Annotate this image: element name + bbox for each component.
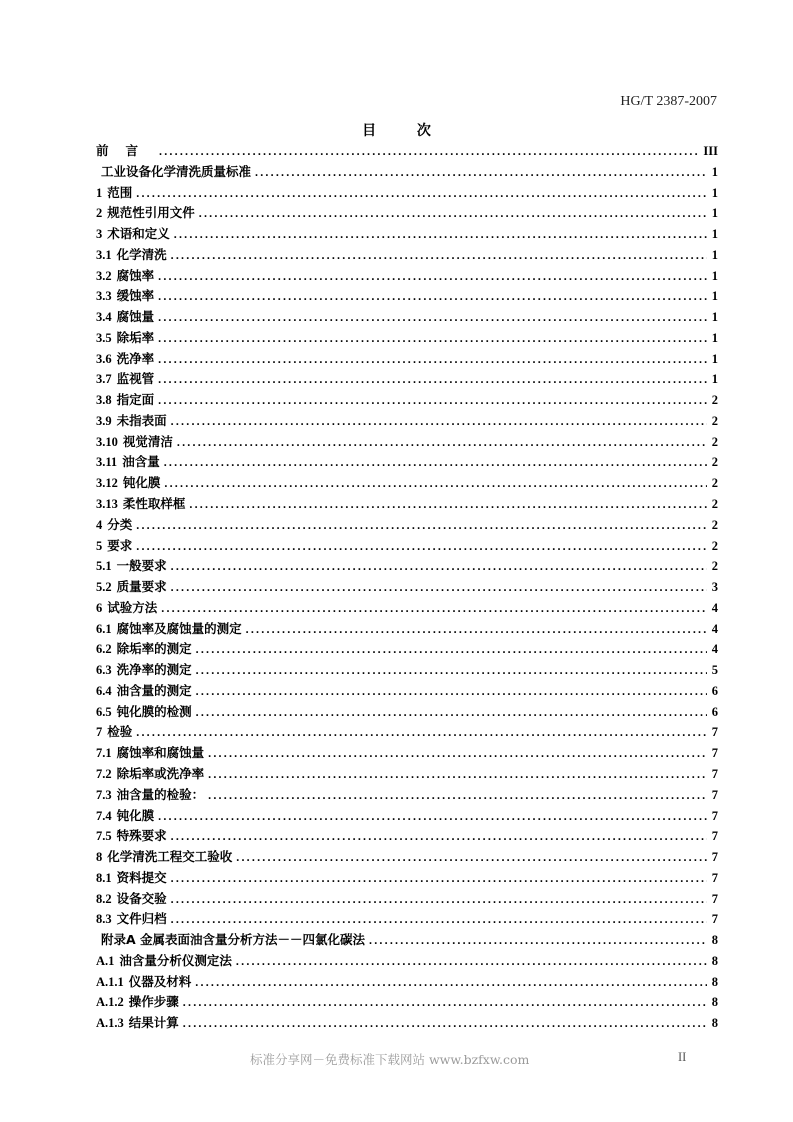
- toc-entry-label: 要求: [107, 537, 133, 553]
- toc-entry-number: 8: [96, 850, 103, 865]
- toc-entry[interactable]: [96, 411, 718, 432]
- toc-entry-page: 1: [711, 289, 718, 304]
- toc-entry-label: 分类: [107, 516, 133, 532]
- toc-dot-leader: [196, 639, 707, 659]
- toc-dot-leader: [136, 515, 707, 535]
- toc-entry[interactable]: [96, 390, 718, 411]
- toc-entry-label: 除垢率的测定: [116, 641, 192, 657]
- toc-entry[interactable]: [96, 556, 718, 577]
- toc-entry-number: 4: [96, 517, 103, 532]
- toc-entry[interactable]: [96, 473, 718, 494]
- toc-dot-leader: [171, 245, 707, 265]
- toc-entry-label: 指定面: [116, 392, 155, 408]
- toc-dot-leader: [199, 203, 707, 223]
- toc-entry-page: 7: [711, 912, 718, 927]
- toc-entry[interactable]: [96, 369, 718, 390]
- toc-entry-number: 2: [96, 206, 103, 221]
- toc-entry[interactable]: [96, 785, 718, 806]
- toc-entry-page: 8: [711, 933, 718, 948]
- toc-entry[interactable]: [96, 639, 718, 660]
- toc-entry-number: 3.4: [96, 310, 112, 325]
- toc-entry-label: 油含量分析仪测定法: [119, 952, 232, 968]
- toc-entry-number: 8.3: [96, 912, 112, 927]
- toc-dot-leader: [183, 992, 707, 1012]
- toc-entry-number: 6.1: [96, 621, 112, 636]
- toc-dot-leader: [236, 951, 707, 971]
- toc-entry[interactable]: [96, 245, 718, 266]
- toc-entry-page: 8: [711, 995, 718, 1010]
- toc-dot-leader: [255, 162, 707, 182]
- toc-entry-label: 一般要求: [116, 558, 167, 574]
- toc-entry-label: 附录A 金属表面油含量分析方法－－四氯化碳法: [101, 932, 366, 948]
- toc-entry-page: 2: [711, 476, 718, 491]
- toc-dot-leader: [174, 224, 707, 244]
- toc-entry-number: 6.2: [96, 642, 112, 657]
- toc-entry[interactable]: [96, 806, 718, 827]
- toc-dot-leader: [369, 930, 707, 950]
- toc-title: 目 次: [362, 123, 449, 139]
- toc-entry-label: 腐蚀量: [116, 309, 155, 325]
- toc-entry-page: 7: [711, 808, 718, 823]
- toc-dot-leader: [164, 473, 707, 493]
- toc-dot-leader: [183, 1013, 707, 1033]
- toc-entry[interactable]: [96, 702, 718, 723]
- toc-entry[interactable]: [96, 619, 718, 640]
- toc-entry-label: 未指表面: [116, 412, 167, 428]
- toc-entry-number: 6: [96, 600, 103, 615]
- toc-entry[interactable]: [96, 722, 718, 743]
- toc-entry-label: 腐蚀率和腐蚀量: [116, 745, 205, 761]
- footer-watermark: 标准分享网－免费标准下载网站 www.bzfxw.com: [250, 1052, 530, 1067]
- toc-entry-number: 3: [96, 227, 103, 242]
- toc-entry-label: 钝化膜: [122, 475, 161, 491]
- toc-entry-label: 油含量: [122, 454, 160, 470]
- toc-dot-leader: [159, 141, 700, 161]
- toc-entry[interactable]: [96, 577, 718, 598]
- toc-entry-label: 结果计算: [128, 1015, 179, 1031]
- toc-entry[interactable]: [96, 266, 718, 287]
- toc-entry[interactable]: [96, 203, 718, 224]
- toc-dot-leader: [195, 972, 707, 992]
- toc-entry-page: 7: [711, 725, 718, 740]
- toc-dot-leader: [158, 266, 707, 286]
- toc-entry-number: 3.13: [96, 497, 118, 512]
- toc-entry-page: 7: [711, 787, 718, 802]
- toc-dot-leader: [136, 183, 707, 203]
- toc-entry[interactable]: [96, 183, 718, 204]
- toc-dot-leader: [171, 556, 707, 576]
- toc-dot-leader: [158, 328, 707, 348]
- toc-entry[interactable]: [96, 992, 718, 1013]
- toc-dot-leader: [196, 702, 707, 722]
- toc-entry-number: 3.6: [96, 351, 112, 366]
- toc-entry-page: 1: [711, 268, 718, 283]
- toc-entry-page: 7: [711, 870, 718, 885]
- toc-entry-number: A.1.2: [96, 995, 124, 1010]
- toc-entry[interactable]: [96, 452, 718, 473]
- toc-entry-label: 油含量的检验：: [116, 786, 205, 802]
- toc-entry-page: 7: [711, 829, 718, 844]
- toc-entry[interactable]: [96, 536, 718, 557]
- toc-entry-label: 洗净率的测定: [116, 662, 192, 678]
- toc-entry[interactable]: [96, 307, 718, 328]
- toc-entry[interactable]: [96, 868, 718, 889]
- toc-entry-label: 设备交验: [116, 890, 167, 906]
- toc-entry-number: 3.8: [96, 393, 112, 408]
- toc-entry-label: 试验方法: [107, 599, 158, 615]
- table-of-contents: [96, 141, 718, 1034]
- toc-entry-number: 3.9: [96, 413, 112, 428]
- toc-dot-leader: [177, 432, 707, 452]
- toc-entry-page: 2: [711, 497, 718, 512]
- toc-entry[interactable]: [96, 494, 718, 515]
- toc-entry-label: 检验: [107, 724, 133, 740]
- toc-entry-number: 8.1: [96, 870, 112, 885]
- toc-entry[interactable]: [96, 432, 718, 453]
- toc-entry[interactable]: [96, 224, 718, 245]
- toc-entry[interactable]: [96, 972, 718, 993]
- toc-entry-page: 1: [711, 164, 718, 179]
- toc-entry-label: 仪器及材料: [128, 973, 192, 989]
- toc-dot-leader: [136, 536, 707, 556]
- toc-entry-number: 5.1: [96, 559, 112, 574]
- toc-dot-leader: [208, 785, 707, 805]
- toc-entry-page: 6: [711, 704, 718, 719]
- toc-entry[interactable]: [96, 286, 718, 307]
- toc-entry-label: 术语和定义: [107, 226, 170, 242]
- toc-entry-page: 4: [711, 600, 718, 615]
- toc-entry-number: 3.5: [96, 330, 112, 345]
- toc-entry-page: 1: [711, 227, 718, 242]
- toc-entry[interactable]: [96, 951, 718, 972]
- toc-entry[interactable]: [96, 141, 718, 162]
- toc-entry-page: 2: [711, 413, 718, 428]
- toc-entry-label: 除垢率或洗净率: [116, 765, 205, 781]
- toc-dot-leader: [208, 764, 707, 784]
- toc-dot-leader: [171, 889, 707, 909]
- toc-entry-page: III: [703, 144, 718, 158]
- toc-entry-page: 2: [711, 538, 718, 553]
- toc-entry-number: 3.2: [96, 268, 112, 283]
- toc-entry-page: 4: [711, 642, 718, 657]
- toc-entry[interactable]: [96, 162, 718, 183]
- toc-entry-label: 范围: [107, 184, 133, 200]
- toc-dot-leader: [246, 619, 707, 639]
- toc-entry[interactable]: [96, 889, 718, 910]
- toc-entry[interactable]: [96, 349, 718, 370]
- toc-entry-label: 腐蚀率: [116, 267, 155, 283]
- toc-dot-leader: [164, 452, 707, 472]
- toc-entry-page: 7: [711, 850, 718, 865]
- toc-entry-page: 2: [711, 455, 718, 470]
- toc-entry[interactable]: [96, 681, 718, 702]
- toc-dot-leader: [196, 660, 707, 680]
- toc-entry-number: A.1.3: [96, 1016, 124, 1031]
- toc-entry[interactable]: [96, 847, 718, 868]
- toc-entry-page: 1: [711, 330, 718, 345]
- toc-entry-page: 6: [711, 683, 718, 698]
- toc-entry-label: 钝化膜的检测: [116, 703, 192, 719]
- toc-entry-number: 7: [96, 725, 103, 740]
- toc-entry-label: 操作步骤: [128, 994, 179, 1010]
- toc-entry[interactable]: [96, 930, 718, 951]
- toc-dot-leader: [208, 743, 707, 763]
- toc-entry-label: 化学清洗: [116, 246, 167, 262]
- toc-entry-number: 3.1: [96, 247, 112, 262]
- toc-entry-page: 8: [711, 953, 718, 968]
- toc-entry-page: 1: [711, 310, 718, 325]
- toc-entry-label: 除垢率: [116, 329, 155, 345]
- toc-dot-leader: [158, 349, 707, 369]
- toc-entry-page: 1: [711, 206, 718, 221]
- toc-dot-leader: [189, 494, 707, 514]
- toc-entry-label: 油含量的测定: [116, 682, 192, 698]
- toc-entry-number: 5: [96, 538, 103, 553]
- toc-entry-label: 柔性取样框: [122, 496, 186, 512]
- toc-entry-number: 3.11: [96, 455, 118, 470]
- toc-entry-page: 1: [711, 185, 718, 200]
- toc-entry[interactable]: [96, 328, 718, 349]
- toc-dot-leader: [171, 411, 707, 431]
- toc-entry[interactable]: [96, 826, 718, 847]
- toc-dot-leader: [196, 681, 707, 701]
- toc-dot-leader: [158, 307, 707, 327]
- toc-entry-number: 7.1: [96, 746, 112, 761]
- toc-entry-label: 缓蚀率: [116, 288, 155, 304]
- toc-entry-page: 1: [711, 372, 718, 387]
- toc-entry-label: 文件归档: [116, 911, 167, 927]
- page-number: II: [678, 1050, 687, 1064]
- toc-entry-label: 钝化膜: [116, 807, 155, 823]
- toc-entry-number: A.1: [96, 953, 115, 968]
- toc-entry-number: 7.5: [96, 829, 112, 844]
- toc-entry-number: A.1.1: [96, 974, 124, 989]
- toc-entry[interactable]: [96, 598, 718, 619]
- toc-entry-number: 6.3: [96, 663, 112, 678]
- toc-entry-label: 工业设备化学清洗质量标准: [101, 163, 252, 179]
- toc-entry[interactable]: [96, 1013, 718, 1034]
- toc-dot-leader: [158, 806, 707, 826]
- toc-entry-label: 前言: [96, 143, 156, 158]
- toc-dot-leader: [171, 868, 707, 888]
- toc-entry-page: 7: [711, 746, 718, 761]
- toc-entry-number: 7.2: [96, 766, 112, 781]
- toc-dot-leader: [171, 577, 707, 597]
- toc-entry-label: 特殊要求: [116, 828, 167, 844]
- toc-entry-page: 2: [711, 393, 718, 408]
- toc-entry-label: 化学清洗工程交工验收: [107, 849, 233, 865]
- toc-entry-label: 视觉清洁: [122, 433, 173, 449]
- toc-entry[interactable]: [96, 909, 718, 930]
- toc-entry[interactable]: [96, 515, 718, 536]
- toc-entry-label: 监视管: [116, 371, 155, 387]
- toc-entry-label: 质量要求: [116, 579, 167, 595]
- toc-entry-page: 8: [711, 974, 718, 989]
- toc-dot-leader: [171, 909, 707, 929]
- toc-entry[interactable]: [96, 660, 718, 681]
- toc-entry-number: 7.4: [96, 808, 112, 823]
- toc-entry-number: 6.5: [96, 704, 112, 719]
- toc-entry-number: 5.2: [96, 580, 112, 595]
- toc-entry-number: 3.7: [96, 372, 112, 387]
- standard-code: HG/T 2387-2007: [620, 94, 717, 109]
- toc-entry-number: 3.10: [96, 434, 118, 449]
- toc-dot-leader: [158, 369, 707, 389]
- toc-entry-page: 7: [711, 891, 718, 906]
- toc-entry-page: 5: [711, 663, 718, 678]
- toc-entry-label: 规范性引用文件: [107, 205, 195, 221]
- toc-dot-leader: [158, 286, 707, 306]
- toc-entry[interactable]: [96, 743, 718, 764]
- toc-entry-page: 1: [711, 351, 718, 366]
- toc-entry-page: 4: [711, 621, 718, 636]
- toc-dot-leader: [171, 826, 707, 846]
- toc-entry-number: 7.3: [96, 787, 112, 802]
- toc-entry-number: 6.4: [96, 683, 112, 698]
- toc-dot-leader: [158, 390, 707, 410]
- toc-entry-page: 1: [711, 247, 718, 262]
- toc-entry-label: 资料提交: [116, 869, 167, 885]
- toc-entry-number: 1: [96, 185, 103, 200]
- toc-entry-page: 2: [711, 559, 718, 574]
- toc-entry-label: 腐蚀率及腐蚀量的测定: [116, 620, 242, 636]
- toc-entry-page: 2: [711, 434, 718, 449]
- toc-dot-leader: [136, 722, 707, 742]
- toc-entry-page: 8: [711, 1016, 718, 1031]
- toc-dot-leader: [236, 847, 707, 867]
- toc-entry-label: 洗净率: [116, 350, 155, 366]
- toc-entry-page: 3: [711, 580, 718, 595]
- toc-entry-number: 3.3: [96, 289, 112, 304]
- toc-dot-leader: [161, 598, 707, 618]
- toc-entry[interactable]: [96, 764, 718, 785]
- toc-entry-number: 8.2: [96, 891, 112, 906]
- toc-entry-number: 3.12: [96, 476, 118, 491]
- toc-entry-page: 7: [711, 766, 718, 781]
- toc-entry-page: 2: [711, 517, 718, 532]
